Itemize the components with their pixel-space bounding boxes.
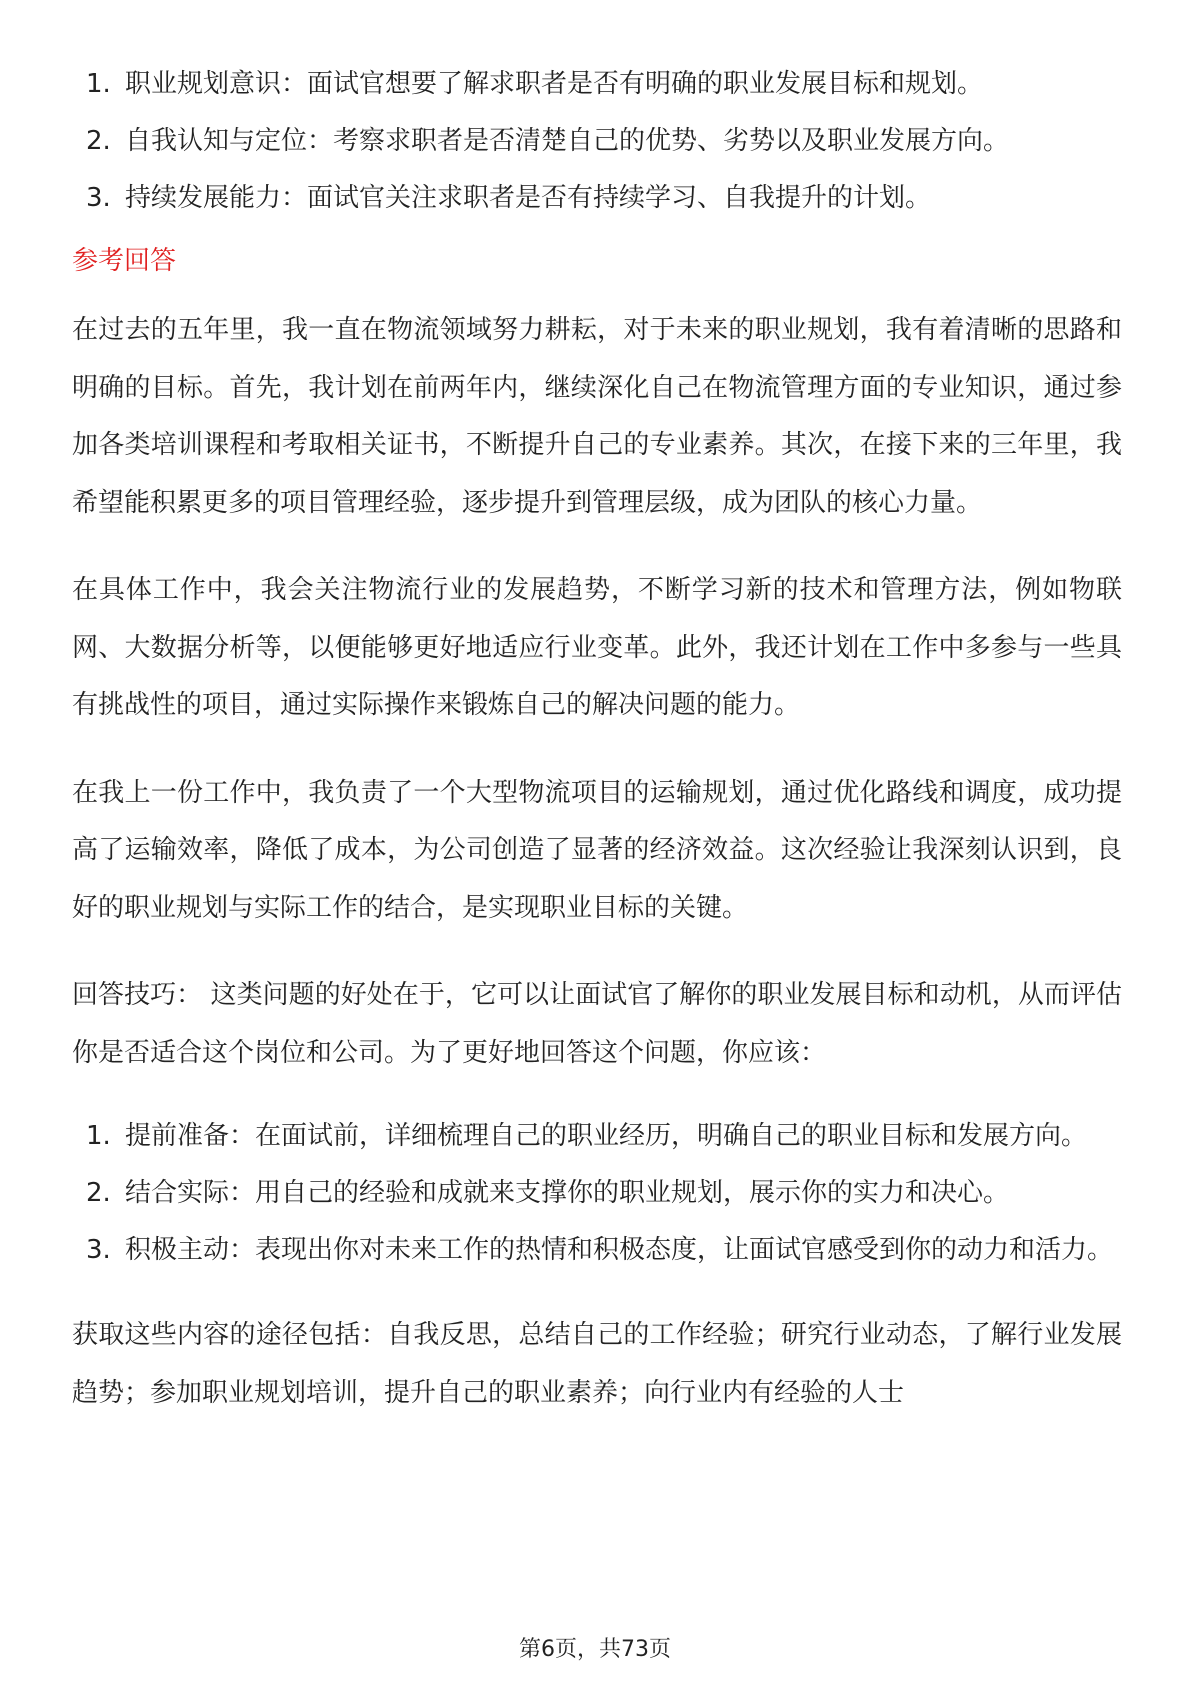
list-text: 结合实际：用自己的经验和成就来支撑你的职业规划，展示你的实力和决心。 xyxy=(125,1178,1010,1208)
list-item xyxy=(72,1108,1122,1165)
answer-heading: 参考回答 xyxy=(72,246,177,276)
list-number: 1. xyxy=(86,69,111,99)
list-number: 2. xyxy=(86,126,111,156)
list-text: 积极主动：表现出你对未来工作的热情和积极态度，让面试官感受到你的动力和活力。 xyxy=(125,1235,1114,1265)
page-footer: 第6页，共73页 xyxy=(519,1637,671,1662)
closing-paragraph: 获取这些内容的途径包括：自我反思，总结自己的工作经验；研究行业动态，了解行业发展趋势；参加职业规划培训，提升自己的职业素养；向行业内有经验的人士 xyxy=(72,1320,1122,1408)
list-text: 提前准备：在面试前，详细梳理自己的职业经历，明确自己的职业目标和发展方向。 xyxy=(125,1121,1088,1151)
interviewer-focus-list xyxy=(72,56,1122,227)
list-item xyxy=(72,56,1122,113)
list-item xyxy=(72,170,1122,227)
list-item xyxy=(72,1165,1122,1222)
list-item xyxy=(72,113,1122,170)
list-number: 3. xyxy=(86,183,111,213)
list-text: 自我认知与定位：考察求职者是否清楚自己的优势、劣势以及职业发展方向。 xyxy=(125,126,1010,156)
list-text: 持续发展能力：面试官关注求职者是否有持续学习、自我提升的计划。 xyxy=(125,183,932,213)
answer-paragraph-1: 在过去的五年里，我一直在物流领域努力耕耘，对于未来的职业规划，我有着清晰的思路和明确的目标。首先，我计划在前两年内，继续深化自己在物流管理方面的专业知识，通过参加各类培训课程和考取相关证书，不断提升自己的专业素养。其次，在接下来的三年里，我希望能积累更多的项目管理经验，逐步提升到管理层级，成为团队的核心力量。 xyxy=(72,315,1122,518)
answer-paragraph-2: 在具体工作中，我会关注物流行业的发展趋势，不断学习新的技术和管理方法，例如物联网、大数据分析等，以便能够更好地适应行业变革。此外，我还计划在工作中多参与一些具有挑战性的项目，通过实际操作来锻炼自己的解决问题的能力。 xyxy=(72,575,1122,720)
list-number: 3. xyxy=(86,1235,111,1265)
tips-list xyxy=(72,1108,1122,1279)
tips-intro: 回答技巧： 这类问题的好处在于，它可以让面试官了解你的职业发展目标和动机，从而评估你是否适合这个岗位和公司。为了更好地回答这个问题，你应该： xyxy=(72,980,1122,1068)
list-number: 1. xyxy=(86,1121,111,1151)
list-number: 2. xyxy=(86,1178,111,1208)
document-page xyxy=(72,56,1122,1452)
answer-paragraph-3: 在我上一份工作中，我负责了一个大型物流项目的运输规划，通过优化路线和调度，成功提高了运输效率，降低了成本，为公司创造了显著的经济效益。这次经验让我深刻认识到，良好的职业规划与实际工作的结合，是实现职业目标的关键。 xyxy=(72,777,1122,923)
list-text: 职业规划意识：面试官想要了解求职者是否有明确的职业发展目标和规划。 xyxy=(125,69,984,99)
list-item xyxy=(72,1222,1122,1279)
